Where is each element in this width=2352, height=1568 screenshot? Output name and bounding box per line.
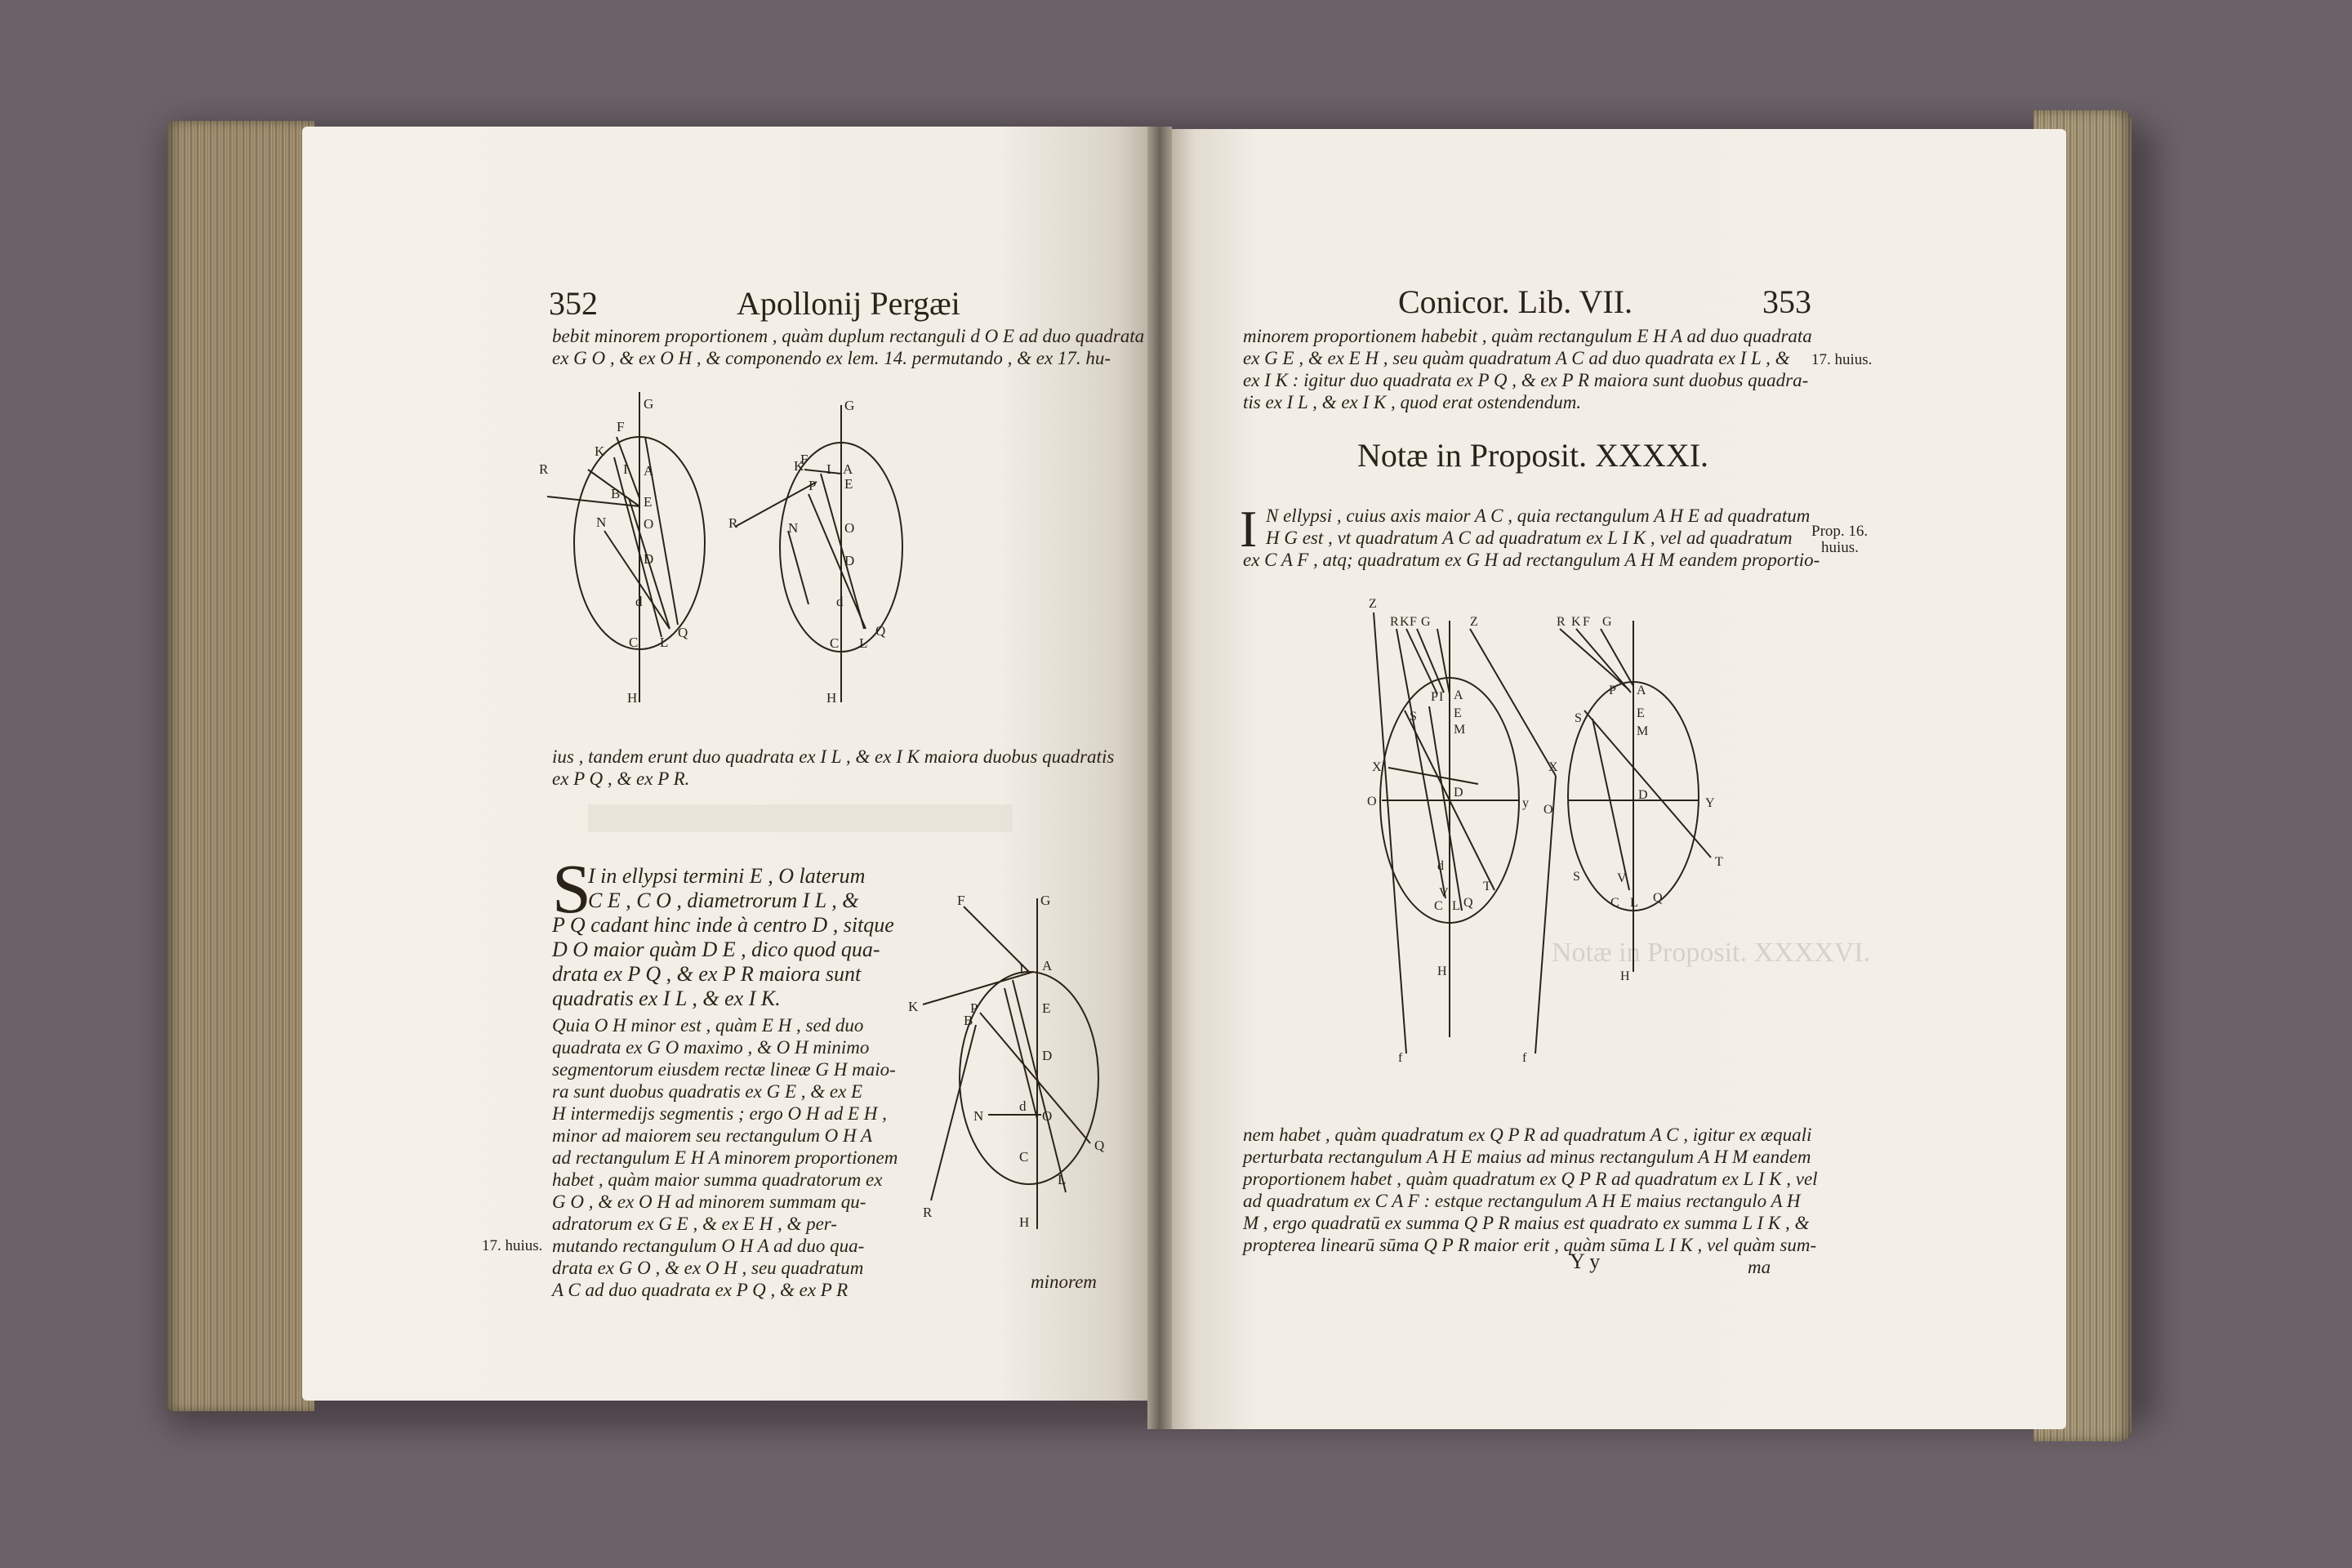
- text-line: ad quadratum ex C A F : estque rectangulum A H E maius rectangulo A H: [1243, 1191, 1801, 1211]
- svg-text:P: P: [970, 1000, 978, 1016]
- svg-text:R: R: [923, 1205, 933, 1220]
- right-figure-1: [1374, 612, 1519, 1054]
- text-line: P Q cadant hinc inde à centro D , sitque: [552, 913, 894, 937]
- svg-text:G: G: [1040, 893, 1051, 908]
- text-line: ius , tandem erunt duo quadrata ex I L , & ex I K maiora duobus quadratis: [552, 746, 1115, 767]
- svg-text:Q: Q: [875, 623, 886, 639]
- svg-text:A: A: [1637, 684, 1646, 697]
- text-line: minor ad maiorem seu rectangulum O H A: [552, 1125, 873, 1146]
- svg-text:L: L: [1452, 899, 1460, 913]
- svg-text:f: f: [1398, 1051, 1403, 1065]
- text-line: tis ex I L , & ex I K , quod erat ostendendum.: [1243, 392, 1582, 412]
- svg-text:E: E: [1454, 706, 1462, 720]
- svg-text:K: K: [595, 443, 605, 459]
- drop-cap-s: S: [552, 849, 591, 928]
- svg-text:R: R: [728, 515, 738, 531]
- svg-text:G: G: [644, 396, 654, 412]
- right-bottom-text: [1243, 1124, 1818, 1256]
- svg-text:O: O: [844, 520, 855, 536]
- text-line: propterea linearū sūma Q P R maior erit , quàm sūma L I K , vel quàm sum-: [1243, 1235, 1817, 1255]
- svg-text:E: E: [1637, 706, 1645, 720]
- svg-text:R: R: [539, 461, 549, 477]
- svg-text:B: B: [964, 1013, 973, 1028]
- text-line: adratorum ex G E , & ex E H , & per-: [552, 1214, 837, 1234]
- svg-text:H: H: [1620, 969, 1630, 983]
- svg-text:K: K: [794, 458, 804, 474]
- svg-text:A: A: [1042, 958, 1053, 973]
- svg-text:H: H: [1437, 964, 1447, 978]
- text-line: proportionem habet , quàm quadratum ex Q P R ad quadratum ex L I K , vel: [1243, 1169, 1818, 1189]
- svg-text:K: K: [1400, 615, 1410, 629]
- svg-text:A: A: [843, 461, 853, 477]
- svg-text:N: N: [596, 514, 607, 530]
- section-title: Notæ in Proposit. XXXXI.: [1357, 437, 1709, 474]
- svg-text:F: F: [1583, 615, 1590, 629]
- svg-text:E: E: [844, 476, 853, 492]
- svg-text:O: O: [1544, 803, 1553, 817]
- svg-text:N: N: [973, 1108, 984, 1124]
- text-line: drata ex P Q , & ex P R maiora sunt: [552, 962, 862, 986]
- proof-text: [552, 1014, 898, 1301]
- show-through-title: Notæ in Proposit. XXXXVI.: [1552, 938, 1871, 968]
- svg-text:d: d: [635, 594, 643, 609]
- svg-text:D: D: [844, 553, 855, 568]
- svg-text:G: G: [844, 398, 855, 413]
- svg-text:y: y: [1522, 796, 1529, 810]
- svg-text:X: X: [1548, 760, 1558, 774]
- svg-text:C: C: [1019, 1149, 1029, 1165]
- text-line: quadrata ex G O maximo , & O H minimo: [552, 1037, 870, 1058]
- proposition-text: [552, 864, 894, 1011]
- svg-text:H: H: [627, 690, 638, 706]
- svg-text:Z: Z: [1470, 615, 1478, 629]
- svg-text:I: I: [1019, 961, 1024, 977]
- left-top-text: [552, 325, 1144, 369]
- left-figure-3: [898, 890, 1111, 1233]
- figure-2: [735, 405, 902, 702]
- svg-text:E: E: [644, 494, 653, 510]
- text-line: Quia O H minor est , quàm E H , sed duo: [552, 1015, 864, 1036]
- left-fore-edge: [167, 121, 314, 1411]
- svg-text:d: d: [1437, 859, 1444, 873]
- svg-text:G: G: [1602, 615, 1612, 629]
- svg-text:D: D: [644, 551, 654, 567]
- text-line: ex I K : igitur duo quadrata ex P Q , & ex P R maiora sunt duobus quadra-: [1243, 370, 1809, 390]
- svg-text:F: F: [957, 893, 965, 908]
- svg-text:M: M: [1637, 724, 1649, 738]
- svg-text:M: M: [1454, 723, 1466, 737]
- right-figure-2: [1470, 621, 1711, 1054]
- svg-text:Q: Q: [1463, 896, 1473, 910]
- notes-margin-note-2: huius.: [1821, 539, 1859, 556]
- right-figure-1-labels: [1367, 597, 1529, 1065]
- svg-text:I: I: [623, 461, 628, 477]
- text-line: perturbata rectangulum A H E maius ad minus rectangulum A H M eandem: [1243, 1147, 1811, 1167]
- text-line: ex C A F , atq; quadratum ex G H ad rectangulum A H M eandem proportio-: [1243, 550, 1820, 570]
- svg-text:F: F: [1410, 615, 1417, 629]
- text-line: ex G E , & ex E H , seu quàm quadratum A C ad duo quadrata ex I L , &: [1243, 348, 1790, 368]
- svg-text:O: O: [1367, 795, 1377, 808]
- notes-text: [1243, 505, 1820, 571]
- text-line: ra sunt duobus quadratis ex G E , & ex E: [552, 1081, 863, 1102]
- right-figure-pair: [1356, 596, 1748, 1070]
- right-page-number: 353: [1762, 283, 1811, 320]
- svg-text:L: L: [1630, 896, 1638, 910]
- svg-text:T: T: [1715, 855, 1723, 869]
- figure-1: [547, 392, 705, 702]
- text-line: C E , C O , diametrorum I L , &: [588, 889, 859, 912]
- svg-text:Q: Q: [1094, 1138, 1105, 1153]
- svg-text:V: V: [1617, 871, 1627, 885]
- svg-text:C: C: [629, 635, 639, 650]
- text-line: N ellypsi , cuius axis maior A C , quia rectangulum A H E ad quadratum: [1266, 506, 1811, 526]
- svg-text:B: B: [611, 486, 621, 501]
- svg-text:d: d: [1019, 1098, 1027, 1114]
- svg-text:R: R: [1557, 615, 1566, 629]
- svg-text:K: K: [908, 999, 919, 1014]
- show-through-band: [588, 804, 1013, 832]
- text-line: ex P Q , & ex P R.: [552, 768, 690, 789]
- text-line: ex G O , & ex O H , & componendo ex lem. 14. permutando , & ex 17. hu-: [552, 348, 1111, 368]
- right-running-head: Conicor. Lib. VII.: [1398, 283, 1633, 320]
- svg-text:Q: Q: [678, 625, 688, 640]
- left-figure-pair: [539, 392, 996, 719]
- svg-text:D: D: [1638, 788, 1648, 802]
- svg-text:H: H: [1019, 1214, 1030, 1230]
- svg-text:C: C: [830, 635, 840, 651]
- left-margin-note: 17. huius.: [482, 1237, 543, 1254]
- svg-text:S: S: [1575, 711, 1582, 725]
- right-top-text: [1243, 325, 1812, 413]
- svg-text:S: S: [1410, 710, 1417, 724]
- svg-text:H: H: [826, 690, 837, 706]
- svg-text:V: V: [1439, 886, 1449, 900]
- svg-text:X: X: [1372, 760, 1382, 774]
- text-line: I in ellypsi termini E , O laterum: [588, 864, 866, 888]
- text-line: habet , quàm maior summa quadratorum ex: [552, 1169, 883, 1190]
- left-running-head: Apollonij Pergæi: [737, 285, 960, 322]
- svg-text:F: F: [800, 452, 808, 467]
- text-line: D O maior quàm D E , dico quod qua-: [552, 938, 880, 961]
- text-line: ad rectangulum E H A minorem proportionem: [552, 1147, 898, 1168]
- text-line: quadratis ex I L , & ex I K.: [552, 987, 781, 1010]
- svg-text:L: L: [660, 635, 669, 650]
- svg-text:P: P: [808, 478, 817, 493]
- svg-text:f: f: [1522, 1051, 1527, 1065]
- text-line: nem habet , quàm quadratum ex Q P R ad quadratum A C , igitur ex æquali: [1243, 1125, 1812, 1145]
- right-catchword: ma: [1748, 1257, 1771, 1277]
- svg-text:O: O: [644, 516, 654, 532]
- svg-text:P: P: [1431, 690, 1438, 704]
- svg-text:d: d: [836, 594, 844, 609]
- left-mid-text: [552, 746, 1114, 790]
- text-line: M , ergo quadratū ex summa Q P R maius est quadrato ex summa L I K , &: [1243, 1213, 1810, 1233]
- signature-mark: Y y: [1570, 1250, 1601, 1273]
- svg-text:G: G: [1421, 615, 1431, 629]
- text-line: bebit minorem proportionem , quàm duplum rectanguli d O E ad duo quadrata: [552, 326, 1145, 346]
- svg-text:F: F: [617, 419, 625, 434]
- svg-text:N: N: [788, 520, 799, 536]
- svg-text:T: T: [1483, 880, 1491, 893]
- notes-margin-note-1: Prop. 16.: [1811, 523, 1869, 540]
- left-page-number: 352: [549, 285, 598, 322]
- left-catchword: minorem: [1031, 1272, 1097, 1292]
- svg-text:C: C: [1434, 899, 1443, 913]
- svg-text:A: A: [1454, 688, 1463, 702]
- text-line: A C ad duo quadrata ex P Q , & ex P R: [552, 1280, 849, 1300]
- text-line: mutando rectangulum O H A ad duo qua-: [552, 1236, 865, 1256]
- svg-text:R: R: [1390, 615, 1399, 629]
- text-line: segmentorum eiusdem rectæ lineæ G H maio-: [552, 1059, 896, 1080]
- text-line: minorem proportionem habebit , quàm rectangulum E H A ad duo quadrata: [1243, 326, 1812, 346]
- book-gutter: [1147, 127, 1172, 1429]
- svg-text:I: I: [826, 461, 831, 477]
- right-top-margin-note: 17. huius.: [1811, 351, 1873, 368]
- svg-text:C: C: [1610, 896, 1619, 910]
- svg-text:O: O: [1042, 1108, 1053, 1124]
- svg-text:Y: Y: [1705, 796, 1715, 810]
- svg-text:I: I: [1439, 690, 1444, 704]
- text-line: drata ex G O , & ex O H , seu quadratum: [552, 1258, 864, 1278]
- svg-text:L: L: [859, 635, 868, 651]
- drop-cap-i: I: [1240, 500, 1258, 558]
- svg-text:D: D: [1454, 786, 1463, 800]
- svg-text:Z: Z: [1369, 597, 1377, 611]
- text-line: H intermedijs segmentis ; ergo O H ad E H ,: [552, 1103, 887, 1124]
- svg-text:P: P: [1609, 684, 1616, 697]
- svg-text:Q: Q: [1653, 891, 1663, 905]
- text-line: G O , & ex O H ad minorem summam qu-: [552, 1192, 866, 1212]
- svg-text:L: L: [1058, 1172, 1067, 1187]
- svg-text:S: S: [1573, 870, 1580, 884]
- svg-text:D: D: [1042, 1048, 1053, 1063]
- text-line: H G est , vt quadratum A C ad quadratum ex L I K , vel ad quadratum: [1266, 528, 1793, 548]
- figure-2-labels: [728, 398, 885, 706]
- svg-text:E: E: [1042, 1000, 1051, 1016]
- svg-text:A: A: [644, 463, 654, 479]
- svg-text:K: K: [1571, 615, 1581, 629]
